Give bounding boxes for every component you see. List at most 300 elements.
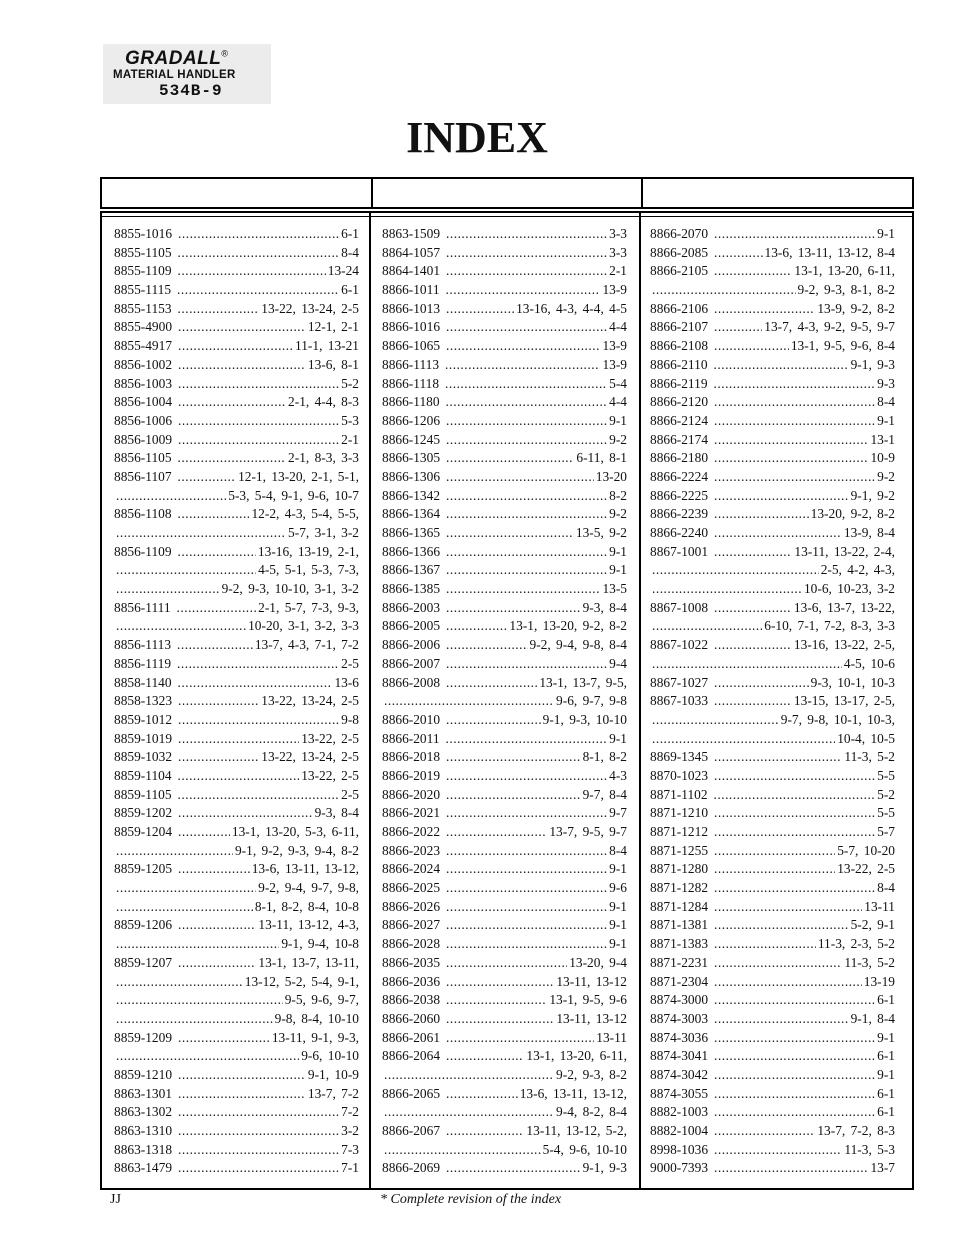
part-number: 8855-1105 (114, 244, 172, 260)
dot-leader (446, 543, 607, 562)
page-references: 12-1, 2-1 (307, 319, 359, 335)
index-entry (382, 1122, 627, 1141)
part-number: 8866-2067 (382, 1123, 441, 1138)
part-number: 8856-1113 (114, 637, 172, 653)
page-references: 9-3, 8-4 (582, 599, 627, 615)
page-references: 2-5 (341, 786, 359, 802)
part-number: 8867-1022 (650, 637, 709, 653)
part-number: 8871-2304 (650, 973, 709, 989)
page-references: 5-7, 3-1, 3-2 (288, 525, 359, 540)
dot-leader (178, 1103, 339, 1122)
index-entry (382, 337, 627, 356)
page-references: 5-4 (609, 375, 627, 391)
index-table (100, 211, 914, 1190)
dot-leader (116, 617, 246, 636)
page-references: 8-4 (877, 880, 895, 896)
dot-leader (178, 823, 230, 842)
index-entry (114, 991, 359, 1010)
page-references: 9-1 (877, 1066, 895, 1082)
dot-leader (652, 655, 842, 674)
page-references: 4-3 (609, 767, 627, 783)
dot-leader (178, 356, 306, 375)
part-number: 8866-2106 (650, 300, 709, 316)
index-entry (650, 561, 895, 580)
part-number: 8866-2069 (382, 1160, 441, 1176)
dot-leader (446, 954, 567, 973)
index-entry (382, 1085, 627, 1104)
page-references: 5-4, 9-6, 10-10 (542, 1141, 627, 1157)
index-entry (114, 412, 359, 431)
part-number: 8866-2038 (382, 992, 441, 1008)
page-references: 13-16, 13-19, 2-1, (257, 543, 359, 559)
part-number: 8866-2023 (382, 842, 441, 858)
dot-leader (446, 393, 608, 412)
index-entry (114, 300, 359, 319)
index-entry (114, 898, 359, 917)
index-entry (114, 1141, 359, 1160)
part-number: 8871-1212 (650, 824, 709, 839)
page-references: 13-6, 13-11, 13-12, 8-4 (764, 244, 895, 260)
part-number: 8866-2025 (382, 880, 441, 896)
dot-leader (714, 375, 876, 394)
dot-leader (714, 767, 875, 786)
index-entry (650, 991, 895, 1010)
page-references: 9-2, 9-4, 9-7, 9-8, (258, 880, 359, 896)
index-entry (650, 842, 895, 861)
part-number: 8866-2018 (382, 749, 441, 765)
dot-leader (445, 356, 600, 375)
page-references: 9-1, 9-4, 10-8 (281, 936, 359, 952)
dot-leader (446, 730, 608, 749)
dot-leader (178, 730, 299, 749)
dot-leader (714, 524, 842, 543)
page-references: 9-1, 9-3 (582, 1160, 627, 1176)
dot-leader (446, 505, 607, 524)
part-number: 8866-2010 (382, 711, 441, 727)
dot-leader (446, 1047, 524, 1066)
index-entry (114, 281, 359, 300)
dot-leader (178, 468, 237, 487)
dot-leader (652, 730, 835, 749)
dot-leader (446, 524, 574, 543)
page-references: 8-4 (877, 394, 895, 410)
part-number: 8866-2107 (650, 319, 709, 335)
part-number: 8855-1109 (114, 263, 172, 279)
page-references: 13-20, 9-4 (569, 954, 627, 970)
index-entry (650, 356, 895, 375)
page-references: 9-1, 9-2 (850, 487, 895, 503)
part-number: 8866-1245 (382, 431, 441, 447)
index-entry (650, 636, 895, 655)
dot-leader (116, 1010, 273, 1029)
page-references: 13-1, 13-20, 9-2, 8-2 (509, 618, 627, 634)
part-number: 8866-1206 (382, 412, 441, 428)
dot-leader (714, 262, 792, 281)
dot-leader (446, 767, 607, 786)
dot-leader (178, 225, 339, 244)
index-entry (114, 804, 359, 823)
part-number: 8859-1032 (114, 749, 173, 765)
part-number: 8859-1202 (114, 805, 173, 821)
part-number: 8863-1301 (114, 1085, 173, 1101)
part-number: 8856-1109 (114, 543, 172, 559)
index-entry (650, 543, 895, 562)
dot-leader (714, 879, 875, 898)
index-entry (650, 860, 895, 879)
page-references: 6-1 (341, 282, 359, 298)
part-number: 8859-1207 (114, 954, 173, 970)
page-references: 13-16, 13-22, 2-5, (793, 637, 895, 653)
divider (102, 216, 912, 217)
part-number: 8864-1057 (382, 244, 441, 260)
index-entry (114, 692, 359, 711)
page-references: 13-12, 5-2, 5-4, 9-1, (244, 973, 359, 989)
index-entry (650, 935, 895, 954)
page-references: 9-1 (609, 861, 627, 877)
dot-leader (446, 973, 554, 992)
index-entry (114, 617, 359, 636)
index-entry (114, 561, 359, 580)
page-references: 5-3, 5-4, 9-1, 9-6, 10-7 (228, 487, 359, 503)
page-references: 6-1 (877, 992, 895, 1008)
part-number: 8859-1012 (114, 711, 173, 727)
gradall-logo (103, 44, 271, 104)
index-entry (382, 748, 627, 767)
page-references: 13-9 (602, 338, 627, 354)
dot-leader (714, 1159, 868, 1178)
page-references: 2-1, 8-3, 3-3 (288, 450, 359, 466)
part-number: 8866-1011 (382, 282, 440, 298)
index-entry (114, 636, 359, 655)
dot-leader (178, 1159, 339, 1178)
dot-leader (446, 1029, 594, 1048)
page-references: 13-16, 4-3, 4-4, 4-5 (516, 300, 627, 316)
dot-leader (384, 1103, 554, 1122)
dot-leader (714, 1029, 875, 1048)
dot-leader (446, 786, 581, 805)
page-references: 13-11, 9-1, 9-3, (271, 1029, 359, 1045)
page-references: 3-2 (341, 1123, 359, 1138)
index-entry (382, 730, 627, 749)
part-number: 8866-2006 (382, 637, 441, 653)
index-entry (382, 505, 627, 524)
index-entry (382, 655, 627, 674)
index-entry (114, 599, 359, 618)
index-column-2 (382, 225, 627, 1178)
header-cell (102, 179, 373, 207)
index-entry (114, 767, 359, 786)
page-references: 9-3, 10-1, 10-3 (810, 674, 895, 690)
page-references: 9-4, 8-2, 8-4 (556, 1104, 627, 1120)
dot-leader (446, 318, 607, 337)
dot-leader (446, 655, 607, 674)
index-entry (650, 898, 895, 917)
page-references: 6-1 (877, 1104, 895, 1120)
page-references: 13-22, 2-5 (301, 730, 359, 746)
index-entry (650, 375, 895, 394)
dot-leader (446, 1159, 581, 1178)
index-entry (382, 561, 627, 580)
index-entry (382, 1103, 627, 1122)
index-entry (114, 786, 359, 805)
page-references: 9-2 (609, 431, 627, 447)
logo-model: 534B-9 (159, 82, 223, 100)
dot-leader (178, 449, 287, 468)
part-number: 8866-1306 (382, 468, 441, 484)
index-entry (382, 468, 627, 487)
page-references: 6-1 (341, 226, 359, 241)
dot-leader (178, 431, 339, 450)
index-entry (382, 954, 627, 973)
part-number: 8866-1113 (382, 356, 440, 372)
dot-leader (177, 636, 253, 655)
part-number: 8874-3036 (650, 1029, 709, 1045)
logo-subtitle: MATERIAL HANDLER (113, 69, 236, 81)
dot-leader (178, 318, 306, 337)
index-entry (382, 1010, 627, 1029)
part-number: 9000-7393 (650, 1160, 709, 1176)
dot-leader (446, 674, 537, 693)
part-number: 8866-2021 (382, 805, 441, 821)
page-references: 13-6 (334, 674, 359, 690)
page-references: 3-3 (609, 226, 627, 241)
dot-leader (177, 655, 339, 674)
part-number: 8871-1381 (650, 917, 709, 933)
index-entry (382, 711, 627, 730)
part-number: 8866-1016 (382, 319, 441, 335)
dot-leader (446, 1122, 524, 1141)
index-entry (650, 505, 895, 524)
index-entry (650, 468, 895, 487)
dot-leader (714, 318, 762, 337)
index-entry (382, 935, 627, 954)
dot-leader (446, 916, 607, 935)
index-entry (382, 636, 627, 655)
page-references: 7-3 (341, 1141, 359, 1157)
dot-leader (446, 1085, 518, 1104)
dot-leader (446, 860, 607, 879)
dot-leader (446, 1010, 554, 1029)
index-entry (650, 973, 895, 992)
part-number: 8998-1036 (650, 1141, 709, 1157)
dot-leader (446, 636, 527, 655)
part-number: 8866-2007 (382, 655, 441, 671)
dot-leader (178, 393, 286, 412)
page-references: 13-7, 4-3, 9-2, 9-5, 9-7 (764, 319, 895, 335)
page-references: 5-7, 10-20 (837, 842, 895, 858)
index-entry (650, 412, 895, 431)
part-number: 8874-3041 (650, 1048, 709, 1064)
part-number: 8855-1016 (114, 226, 173, 241)
part-number: 8866-1118 (382, 375, 440, 391)
page-references: 3-3 (609, 244, 627, 260)
part-number: 8866-2105 (650, 263, 709, 279)
index-entry (650, 599, 895, 618)
dot-leader (714, 300, 815, 319)
dot-leader (714, 1141, 842, 1160)
header-cell (643, 179, 912, 207)
dot-leader (178, 804, 313, 823)
page-references: 2-5 (341, 655, 359, 671)
page-references: 13-5 (602, 581, 627, 597)
page-references: 4-4 (609, 394, 627, 410)
page-references: 13-1, 9-5, 9-6 (549, 992, 627, 1008)
page-references: 8-2 (609, 487, 627, 503)
part-number: 8882-1004 (650, 1123, 709, 1138)
part-number: 8863-1479 (114, 1160, 173, 1176)
dot-leader (446, 580, 600, 599)
part-number: 8866-2064 (382, 1048, 441, 1064)
index-entry (650, 1141, 895, 1160)
index-entry (650, 1066, 895, 1085)
index-entry (114, 524, 359, 543)
part-number: 8866-2028 (382, 936, 441, 952)
part-number: 8871-1383 (650, 936, 709, 952)
page-references: 9-1 (877, 412, 895, 428)
index-entry (382, 300, 627, 319)
part-number: 8855-4900 (114, 319, 173, 335)
part-number: 8866-1364 (382, 506, 441, 522)
page-references: 6-10, 7-1, 7-2, 8-3, 3-3 (764, 618, 895, 634)
page-references: 9-8, 8-4, 10-10 (274, 1010, 359, 1026)
index-entry (382, 1066, 627, 1085)
part-number: 8866-2036 (382, 973, 441, 989)
index-entry (650, 692, 895, 711)
part-number: 8863-1509 (382, 226, 441, 241)
dot-leader (446, 898, 607, 917)
dot-leader (714, 804, 875, 823)
part-number: 8856-1111 (114, 599, 171, 615)
part-number: 8866-2085 (650, 244, 709, 260)
page-references: 13-20, 9-2, 8-2 (810, 506, 895, 522)
index-entry (114, 262, 359, 281)
dot-leader (446, 412, 607, 431)
page-title: INDEX (406, 113, 548, 162)
page-references: 13-1, 13-7, 9-5, (539, 674, 627, 690)
index-entry (650, 487, 895, 506)
dot-leader (446, 449, 574, 468)
page-references: 9-1 (609, 936, 627, 952)
dot-leader (714, 954, 842, 973)
page-references: 9-2, 9-4, 9-8, 8-4 (529, 637, 627, 653)
index-entry (650, 449, 895, 468)
dot-leader (446, 244, 607, 263)
dot-leader (177, 281, 339, 300)
page-references: 8-4 (609, 842, 627, 858)
index-entry (650, 262, 895, 281)
page-references: 10-20, 3-1, 3-2, 3-3 (248, 618, 359, 634)
index-entry (382, 356, 627, 375)
part-number: 8859-1209 (114, 1029, 173, 1045)
logo-brand: GRADALL® (125, 48, 229, 69)
dot-leader (446, 300, 514, 319)
page-references: 9-2, 9-3, 8-2 (556, 1066, 627, 1082)
page-references: 13-7, 7-2 (307, 1085, 359, 1101)
dot-leader (714, 599, 792, 618)
part-number: 8866-2061 (382, 1029, 441, 1045)
dot-leader (714, 1122, 815, 1141)
index-entry (382, 449, 627, 468)
index-entry (114, 842, 359, 861)
dot-leader (178, 1085, 306, 1104)
dot-leader (178, 748, 259, 767)
dot-leader (714, 1103, 875, 1122)
part-number: 8866-2224 (650, 468, 709, 484)
index-entry (114, 935, 359, 954)
page-references: 13-1, 13-20, 6-11, (794, 263, 895, 279)
index-entry (382, 674, 627, 693)
dot-leader (714, 337, 789, 356)
index-entry (382, 617, 627, 636)
part-number: 8866-2035 (382, 954, 441, 970)
index-entry (114, 468, 359, 487)
index-entry (650, 281, 895, 300)
page-references: 13-9, 9-2, 8-2 (817, 300, 895, 316)
part-number: 8867-1001 (650, 543, 709, 559)
index-entry (114, 916, 359, 935)
page-references: 9-1 (609, 898, 627, 914)
dot-leader (178, 1141, 339, 1160)
page-references: 13-11, 13-22, 2-4, (794, 543, 895, 559)
page-references: 9-2 (609, 506, 627, 522)
page-references: 10-6, 10-23, 3-2 (803, 581, 895, 597)
page-references: 13-11, 13-12 (556, 1010, 627, 1026)
dot-leader (714, 935, 816, 954)
page-references: 10-9 (870, 450, 895, 466)
index-entry (382, 225, 627, 244)
part-number: 8870-1023 (650, 767, 709, 783)
page-references: 9-1, 10-9 (307, 1066, 359, 1082)
index-entry (382, 375, 627, 394)
dot-leader (178, 543, 256, 562)
dot-leader (714, 636, 792, 655)
part-number: 8866-2124 (650, 412, 709, 428)
dot-leader (714, 898, 862, 917)
part-number: 8859-1019 (114, 730, 173, 746)
index-entry (650, 767, 895, 786)
part-number: 8871-1210 (650, 805, 709, 821)
index-entry (382, 1159, 627, 1178)
page-references: 13-22, 2-5 (301, 767, 359, 783)
page-references: 5-7 (877, 824, 895, 839)
index-entry (114, 393, 359, 412)
index-entry (114, 1122, 359, 1141)
index-entry (382, 823, 627, 842)
dot-leader (178, 375, 339, 394)
dot-leader (116, 561, 256, 580)
dot-leader (384, 692, 554, 711)
index-entry (114, 580, 359, 599)
index-entry (114, 505, 359, 524)
index-entry (114, 730, 359, 749)
page-references: 4-4 (609, 319, 627, 335)
dot-leader (116, 487, 226, 506)
page-references: 4-5, 5-1, 5-3, 7-3, (258, 562, 359, 578)
part-number: 8866-2180 (650, 450, 709, 466)
page-references: 13-22, 13-24, 2-5 (261, 300, 359, 316)
part-number: 8866-1342 (382, 487, 441, 503)
index-entry (114, 674, 359, 693)
page-references: 9-6, 10-10 (301, 1048, 359, 1064)
dot-leader (178, 1066, 306, 1085)
page-references: 13-7, 7-2, 8-3 (817, 1123, 895, 1138)
part-number: 8871-1284 (650, 898, 709, 914)
index-entry (114, 449, 359, 468)
part-number: 8866-2019 (382, 767, 441, 783)
dot-leader (446, 935, 607, 954)
index-entry (382, 487, 627, 506)
index-entry (382, 916, 627, 935)
